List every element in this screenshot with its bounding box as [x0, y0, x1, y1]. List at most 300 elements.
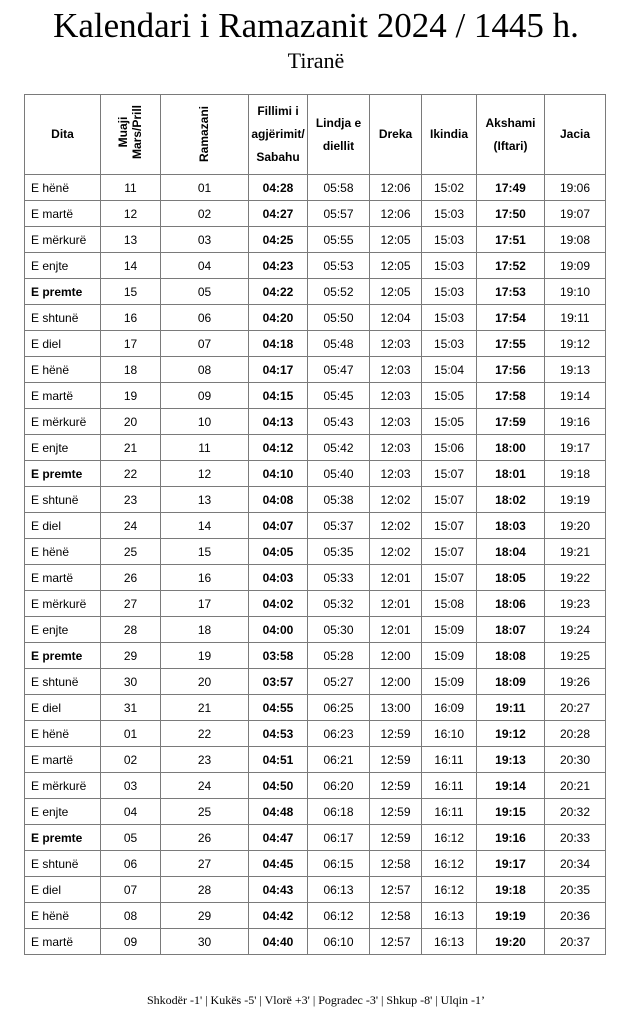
jacia-cell: 19:11 — [545, 305, 606, 331]
sunrise-cell: 05:42 — [308, 435, 370, 461]
dreka-cell: 12:01 — [370, 565, 422, 591]
akshami-cell: 18:08 — [477, 643, 545, 669]
ikindia-cell: 15:04 — [422, 357, 477, 383]
table-row — [25, 201, 606, 227]
jacia-cell: 20:37 — [545, 929, 606, 955]
day-cell: E hënë — [25, 357, 101, 383]
day-cell: E premte — [25, 279, 101, 305]
sunrise-cell: 05:45 — [308, 383, 370, 409]
dreka-cell: 12:06 — [370, 175, 422, 201]
ramazan-day-cell: 25 — [161, 799, 249, 825]
day-cell: E premte — [25, 461, 101, 487]
day-cell: E enjte — [25, 799, 101, 825]
ikindia-cell: 15:03 — [422, 253, 477, 279]
jacia-cell: 19:18 — [545, 461, 606, 487]
table-row — [25, 409, 606, 435]
day-cell: E mërkurë — [25, 773, 101, 799]
table-row — [25, 331, 606, 357]
jacia-cell: 19:26 — [545, 669, 606, 695]
sunrise-cell: 05:58 — [308, 175, 370, 201]
jacia-cell: 19:24 — [545, 617, 606, 643]
ikindia-cell: 16:13 — [422, 903, 477, 929]
sabahu-cell: 04:10 — [249, 461, 308, 487]
table-row — [25, 851, 606, 877]
sabahu-cell: 03:58 — [249, 643, 308, 669]
sabahu-cell: 04:05 — [249, 539, 308, 565]
jacia-cell: 19:06 — [545, 175, 606, 201]
sunrise-cell: 05:38 — [308, 487, 370, 513]
day-cell: E diel — [25, 331, 101, 357]
ikindia-cell: 15:03 — [422, 201, 477, 227]
ramazan-day-cell: 09 — [161, 383, 249, 409]
date-cell: 02 — [101, 747, 161, 773]
dreka-cell: 12:03 — [370, 331, 422, 357]
sabahu-cell: 04:17 — [249, 357, 308, 383]
table-header-row — [25, 95, 606, 175]
table-row — [25, 643, 606, 669]
table-row — [25, 539, 606, 565]
table-row — [25, 617, 606, 643]
akshami-cell: 17:49 — [477, 175, 545, 201]
akshami-cell: 19:18 — [477, 877, 545, 903]
header-akshami: Akshami (Iftari) — [477, 95, 545, 175]
ikindia-cell: 15:05 — [422, 383, 477, 409]
ramazan-day-cell: 04 — [161, 253, 249, 279]
sabahu-cell: 04:53 — [249, 721, 308, 747]
day-cell: E enjte — [25, 253, 101, 279]
date-cell: 07 — [101, 877, 161, 903]
akshami-cell: 19:19 — [477, 903, 545, 929]
jacia-cell: 19:07 — [545, 201, 606, 227]
date-cell: 30 — [101, 669, 161, 695]
ramazan-day-cell: 17 — [161, 591, 249, 617]
akshami-cell: 18:05 — [477, 565, 545, 591]
table-row — [25, 357, 606, 383]
jacia-cell: 19:16 — [545, 409, 606, 435]
sunrise-cell: 05:32 — [308, 591, 370, 617]
jacia-cell: 19:09 — [545, 253, 606, 279]
sunrise-cell: 05:33 — [308, 565, 370, 591]
header-dreka: Dreka — [370, 95, 422, 175]
ikindia-cell: 15:07 — [422, 565, 477, 591]
ramazan-day-cell: 24 — [161, 773, 249, 799]
date-cell: 27 — [101, 591, 161, 617]
sunrise-cell: 05:50 — [308, 305, 370, 331]
date-cell: 21 — [101, 435, 161, 461]
sabahu-cell: 04:07 — [249, 513, 308, 539]
jacia-cell: 19:23 — [545, 591, 606, 617]
ikindia-cell: 16:11 — [422, 773, 477, 799]
dreka-cell: 12:03 — [370, 461, 422, 487]
jacia-cell: 19:20 — [545, 513, 606, 539]
jacia-cell: 19:14 — [545, 383, 606, 409]
akshami-cell: 17:51 — [477, 227, 545, 253]
header-muaji: Muaji Mars/Prill — [101, 95, 161, 175]
day-cell: E martë — [25, 747, 101, 773]
date-cell: 05 — [101, 825, 161, 851]
sabahu-cell: 04:50 — [249, 773, 308, 799]
sunrise-cell: 05:40 — [308, 461, 370, 487]
table-row — [25, 461, 606, 487]
jacia-cell: 20:21 — [545, 773, 606, 799]
sabahu-cell: 04:03 — [249, 565, 308, 591]
table-row — [25, 253, 606, 279]
sunrise-cell: 06:15 — [308, 851, 370, 877]
sabahu-cell: 04:51 — [249, 747, 308, 773]
date-cell: 20 — [101, 409, 161, 435]
sunrise-cell: 05:28 — [308, 643, 370, 669]
dreka-cell: 12:57 — [370, 929, 422, 955]
jacia-cell: 19:12 — [545, 331, 606, 357]
akshami-cell: 19:15 — [477, 799, 545, 825]
day-cell: E martë — [25, 565, 101, 591]
ikindia-cell: 15:07 — [422, 461, 477, 487]
table-row — [25, 305, 606, 331]
jacia-cell: 19:19 — [545, 487, 606, 513]
ramazan-day-cell: 22 — [161, 721, 249, 747]
date-cell: 18 — [101, 357, 161, 383]
akshami-cell: 19:11 — [477, 695, 545, 721]
sunrise-cell: 06:13 — [308, 877, 370, 903]
day-cell: E diel — [25, 695, 101, 721]
jacia-cell: 19:21 — [545, 539, 606, 565]
dreka-cell: 12:04 — [370, 305, 422, 331]
akshami-cell: 18:07 — [477, 617, 545, 643]
date-cell: 04 — [101, 799, 161, 825]
akshami-cell: 19:12 — [477, 721, 545, 747]
date-cell: 24 — [101, 513, 161, 539]
akshami-cell: 18:03 — [477, 513, 545, 539]
dreka-cell: 12:02 — [370, 513, 422, 539]
dreka-cell: 12:05 — [370, 279, 422, 305]
akshami-cell: 17:59 — [477, 409, 545, 435]
ikindia-cell: 15:06 — [422, 435, 477, 461]
dreka-cell: 12:01 — [370, 591, 422, 617]
jacia-cell: 19:10 — [545, 279, 606, 305]
date-cell: 08 — [101, 903, 161, 929]
day-cell: E martë — [25, 383, 101, 409]
ramazan-day-cell: 27 — [161, 851, 249, 877]
table-row — [25, 435, 606, 461]
day-cell: E mërkurë — [25, 409, 101, 435]
sunrise-cell: 05:47 — [308, 357, 370, 383]
jacia-cell: 20:33 — [545, 825, 606, 851]
sunrise-cell: 06:25 — [308, 695, 370, 721]
header-fillimi: Fillimi i agjërimit/ Sabahu — [249, 95, 308, 175]
ikindia-cell: 16:12 — [422, 825, 477, 851]
day-cell: E hënë — [25, 903, 101, 929]
ramazan-day-cell: 18 — [161, 617, 249, 643]
jacia-cell: 19:13 — [545, 357, 606, 383]
date-cell: 25 — [101, 539, 161, 565]
header-ikindia: Ikindia — [422, 95, 477, 175]
dreka-cell: 12:03 — [370, 357, 422, 383]
ikindia-cell: 15:02 — [422, 175, 477, 201]
sabahu-cell: 04:47 — [249, 825, 308, 851]
dreka-cell: 12:59 — [370, 799, 422, 825]
sabahu-cell: 03:57 — [249, 669, 308, 695]
sabahu-cell: 04:27 — [249, 201, 308, 227]
day-cell: E premte — [25, 643, 101, 669]
dreka-cell: 12:03 — [370, 383, 422, 409]
ramazan-day-cell: 05 — [161, 279, 249, 305]
jacia-cell: 19:25 — [545, 643, 606, 669]
header-lindja: Lindja e diellit — [308, 95, 370, 175]
jacia-cell: 20:36 — [545, 903, 606, 929]
ramazan-day-cell: 29 — [161, 903, 249, 929]
jacia-cell: 20:34 — [545, 851, 606, 877]
table-row — [25, 383, 606, 409]
day-cell: E diel — [25, 877, 101, 903]
sunrise-cell: 06:21 — [308, 747, 370, 773]
akshami-cell: 19:14 — [477, 773, 545, 799]
date-cell: 17 — [101, 331, 161, 357]
dreka-cell: 12:05 — [370, 253, 422, 279]
jacia-cell: 20:28 — [545, 721, 606, 747]
dreka-cell: 12:59 — [370, 773, 422, 799]
ikindia-cell: 16:09 — [422, 695, 477, 721]
sabahu-cell: 04:02 — [249, 591, 308, 617]
akshami-cell: 19:16 — [477, 825, 545, 851]
ikindia-cell: 16:11 — [422, 799, 477, 825]
dreka-cell: 12:00 — [370, 643, 422, 669]
day-cell: E hënë — [25, 539, 101, 565]
ramazan-day-cell: 23 — [161, 747, 249, 773]
jacia-cell: 19:22 — [545, 565, 606, 591]
akshami-cell: 18:01 — [477, 461, 545, 487]
dreka-cell: 12:57 — [370, 877, 422, 903]
ikindia-cell: 15:03 — [422, 279, 477, 305]
date-cell: 11 — [101, 175, 161, 201]
date-cell: 23 — [101, 487, 161, 513]
sunrise-cell: 05:43 — [308, 409, 370, 435]
sabahu-cell: 04:28 — [249, 175, 308, 201]
ramazan-day-cell: 08 — [161, 357, 249, 383]
table-row — [25, 825, 606, 851]
sabahu-cell: 04:48 — [249, 799, 308, 825]
jacia-cell: 20:32 — [545, 799, 606, 825]
table-row — [25, 747, 606, 773]
akshami-cell: 17:54 — [477, 305, 545, 331]
sunrise-cell: 06:20 — [308, 773, 370, 799]
date-cell: 28 — [101, 617, 161, 643]
sabahu-cell: 04:08 — [249, 487, 308, 513]
table-row — [25, 799, 606, 825]
ramazan-day-cell: 03 — [161, 227, 249, 253]
jacia-cell: 20:30 — [545, 747, 606, 773]
date-cell: 14 — [101, 253, 161, 279]
ramazan-day-cell: 21 — [161, 695, 249, 721]
day-cell: E premte — [25, 825, 101, 851]
day-cell: E shtunë — [25, 305, 101, 331]
ramazan-day-cell: 06 — [161, 305, 249, 331]
table-row — [25, 175, 606, 201]
dreka-cell: 12:00 — [370, 669, 422, 695]
akshami-cell: 17:53 — [477, 279, 545, 305]
ikindia-cell: 15:05 — [422, 409, 477, 435]
ramazan-day-cell: 16 — [161, 565, 249, 591]
table-row — [25, 669, 606, 695]
akshami-cell: 18:09 — [477, 669, 545, 695]
akshami-cell: 19:17 — [477, 851, 545, 877]
date-cell: 12 — [101, 201, 161, 227]
jacia-cell: 19:17 — [545, 435, 606, 461]
ramazan-day-cell: 26 — [161, 825, 249, 851]
sunrise-cell: 05:30 — [308, 617, 370, 643]
table-row — [25, 591, 606, 617]
day-cell: E diel — [25, 513, 101, 539]
akshami-cell: 18:06 — [477, 591, 545, 617]
date-cell: 06 — [101, 851, 161, 877]
ikindia-cell: 15:03 — [422, 227, 477, 253]
dreka-cell: 12:02 — [370, 487, 422, 513]
ramazan-day-cell: 13 — [161, 487, 249, 513]
day-cell: E mërkurë — [25, 591, 101, 617]
ramazan-day-cell: 11 — [161, 435, 249, 461]
sunrise-cell: 05:37 — [308, 513, 370, 539]
sunrise-cell: 05:35 — [308, 539, 370, 565]
sunrise-cell: 06:23 — [308, 721, 370, 747]
prayer-times-table — [24, 94, 606, 955]
akshami-cell: 17:58 — [477, 383, 545, 409]
day-cell: E enjte — [25, 435, 101, 461]
ikindia-cell: 15:03 — [422, 305, 477, 331]
day-cell: E hënë — [25, 175, 101, 201]
ramazan-day-cell: 07 — [161, 331, 249, 357]
ikindia-cell: 15:03 — [422, 331, 477, 357]
ikindia-cell: 15:07 — [422, 513, 477, 539]
header-dita: Dita — [25, 95, 101, 175]
ramazan-day-cell: 12 — [161, 461, 249, 487]
ramazan-day-cell: 20 — [161, 669, 249, 695]
dreka-cell: 12:59 — [370, 825, 422, 851]
table-row — [25, 721, 606, 747]
ikindia-cell: 15:09 — [422, 669, 477, 695]
dreka-cell: 12:01 — [370, 617, 422, 643]
dreka-cell: 12:03 — [370, 435, 422, 461]
ramazan-day-cell: 28 — [161, 877, 249, 903]
sunrise-cell: 05:53 — [308, 253, 370, 279]
sabahu-cell: 04:42 — [249, 903, 308, 929]
date-cell: 22 — [101, 461, 161, 487]
ramazan-day-cell: 02 — [161, 201, 249, 227]
sunrise-cell: 06:17 — [308, 825, 370, 851]
day-cell: E mërkurë — [25, 227, 101, 253]
akshami-cell: 18:04 — [477, 539, 545, 565]
ramazan-day-cell: 15 — [161, 539, 249, 565]
ramazan-day-cell: 10 — [161, 409, 249, 435]
sunrise-cell: 06:10 — [308, 929, 370, 955]
date-cell: 01 — [101, 721, 161, 747]
sabahu-cell: 04:55 — [249, 695, 308, 721]
table-row — [25, 227, 606, 253]
day-cell: E martë — [25, 201, 101, 227]
sunrise-cell: 05:55 — [308, 227, 370, 253]
table-row — [25, 695, 606, 721]
sabahu-cell: 04:18 — [249, 331, 308, 357]
table-row — [25, 773, 606, 799]
sunrise-cell: 05:57 — [308, 201, 370, 227]
table-row — [25, 903, 606, 929]
dreka-cell: 13:00 — [370, 695, 422, 721]
ikindia-cell: 15:09 — [422, 617, 477, 643]
date-cell: 03 — [101, 773, 161, 799]
dreka-cell: 12:59 — [370, 721, 422, 747]
ikindia-cell: 16:10 — [422, 721, 477, 747]
sabahu-cell: 04:45 — [249, 851, 308, 877]
jacia-cell: 20:27 — [545, 695, 606, 721]
date-cell: 19 — [101, 383, 161, 409]
table-row — [25, 487, 606, 513]
table-row — [25, 565, 606, 591]
akshami-cell: 17:52 — [477, 253, 545, 279]
akshami-cell: 19:20 — [477, 929, 545, 955]
date-cell: 16 — [101, 305, 161, 331]
sunrise-cell: 05:27 — [308, 669, 370, 695]
ramazan-day-cell: 19 — [161, 643, 249, 669]
jacia-cell: 20:35 — [545, 877, 606, 903]
ikindia-cell: 15:08 — [422, 591, 477, 617]
sabahu-cell: 04:20 — [249, 305, 308, 331]
table-row — [25, 877, 606, 903]
akshami-cell: 17:50 — [477, 201, 545, 227]
akshami-cell: 19:13 — [477, 747, 545, 773]
akshami-cell: 17:56 — [477, 357, 545, 383]
date-cell: 29 — [101, 643, 161, 669]
akshami-cell: 18:02 — [477, 487, 545, 513]
dreka-cell: 12:05 — [370, 227, 422, 253]
header-ramazani: Ramazani — [161, 95, 249, 175]
date-cell: 09 — [101, 929, 161, 955]
city-subtitle: Tiranë — [287, 48, 345, 73]
ramazan-day-cell: 14 — [161, 513, 249, 539]
ikindia-cell: 16:12 — [422, 877, 477, 903]
sabahu-cell: 04:40 — [249, 929, 308, 955]
ramazan-day-cell: 01 — [161, 175, 249, 201]
sunrise-cell: 05:52 — [308, 279, 370, 305]
ramazan-day-cell: 30 — [161, 929, 249, 955]
day-cell: E hënë — [25, 721, 101, 747]
day-cell: E shtunë — [25, 487, 101, 513]
table-row — [25, 513, 606, 539]
ikindia-cell: 15:07 — [422, 539, 477, 565]
dreka-cell: 12:58 — [370, 903, 422, 929]
city-offsets-footer: Shkodër -1' | Kukës -5' | Vlorë +3' | Pogradec -3' | Shkup -8' | Ulqin -1’ — [147, 993, 485, 1007]
ikindia-cell: 16:11 — [422, 747, 477, 773]
ikindia-cell: 16:13 — [422, 929, 477, 955]
header-jacia: Jacia — [545, 95, 606, 175]
dreka-cell: 12:02 — [370, 539, 422, 565]
dreka-cell: 12:58 — [370, 851, 422, 877]
sabahu-cell: 04:43 — [249, 877, 308, 903]
date-cell: 31 — [101, 695, 161, 721]
table-row — [25, 279, 606, 305]
sabahu-cell: 04:22 — [249, 279, 308, 305]
ikindia-cell: 15:09 — [422, 643, 477, 669]
day-cell: E shtunë — [25, 851, 101, 877]
page-title: Kalendari i Ramazanit 2024 / 1445 h. — [53, 6, 579, 45]
day-cell: E enjte — [25, 617, 101, 643]
date-cell: 26 — [101, 565, 161, 591]
sunrise-cell: 06:12 — [308, 903, 370, 929]
dreka-cell: 12:06 — [370, 201, 422, 227]
date-cell: 15 — [101, 279, 161, 305]
sabahu-cell: 04:00 — [249, 617, 308, 643]
sabahu-cell: 04:23 — [249, 253, 308, 279]
sunrise-cell: 06:18 — [308, 799, 370, 825]
sabahu-cell: 04:12 — [249, 435, 308, 461]
dreka-cell: 12:59 — [370, 747, 422, 773]
